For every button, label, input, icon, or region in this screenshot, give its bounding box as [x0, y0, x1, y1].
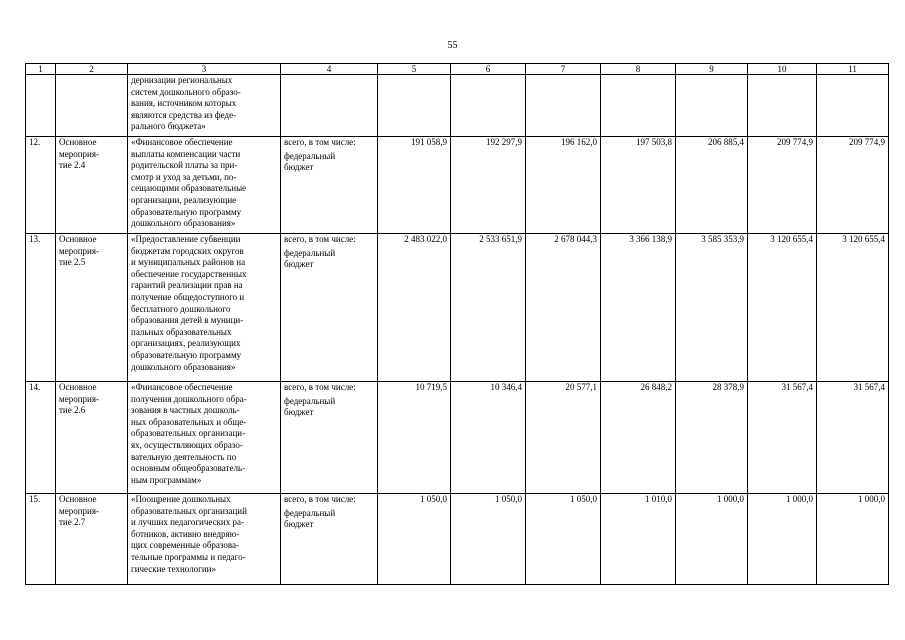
source-sub: федеральный [284, 150, 336, 161]
activity-name: Основное мероприя- тие 2.7 [56, 494, 128, 585]
header-cell: 3 [128, 64, 281, 75]
value-cell: 3 120 655,4 [748, 234, 817, 382]
header-cell: 9 [676, 64, 748, 75]
source-total: всего, в том числе: [284, 234, 356, 244]
source-sub: бюджет [284, 407, 314, 418]
source-sub: федеральный [284, 247, 336, 258]
activity-name: Основное мероприя- тие 2.5 [56, 234, 128, 382]
source-sub: бюджет [284, 162, 314, 173]
header-cell: 7 [526, 64, 601, 75]
value-cell: 209 774,9 [748, 137, 817, 234]
header-cell: 8 [601, 64, 676, 75]
value-cell: 3 585 353,9 [676, 234, 748, 382]
value-cell: 28 378,9 [676, 382, 748, 494]
header-cell: 4 [281, 64, 378, 75]
value-cell: 3 366 138,9 [601, 234, 676, 382]
funding-source [281, 382, 378, 494]
funding-source [281, 137, 378, 234]
value-cell: 2 483 022,0 [378, 234, 451, 382]
value-cell: 191 058,9 [378, 137, 451, 234]
header-row [26, 64, 889, 75]
continuation-description: дернизации региональных систем дошкольного образо- вания, источником которых являются средства из феде- рального бюджета» [128, 75, 281, 137]
value-cell: 206 885,4 [676, 137, 748, 234]
value-cell: 1 000,0 [817, 494, 889, 585]
table-body [26, 64, 889, 585]
value-cell: 196 162,0 [526, 137, 601, 234]
value-cell: 20 577,1 [526, 382, 601, 494]
value-cell: 1 010,0 [601, 494, 676, 585]
source-total: всего, в том числе: [284, 137, 356, 147]
value-cell: 197 503,8 [601, 137, 676, 234]
funding-source [281, 494, 378, 585]
header-cell: 6 [451, 64, 526, 75]
row-index: 15. [26, 494, 56, 585]
value-cell: 1 050,0 [526, 494, 601, 585]
row-index: 12. [26, 137, 56, 234]
row-index: 13. [26, 234, 56, 382]
value-cell: 1 000,0 [676, 494, 748, 585]
source-sub: бюджет [284, 519, 314, 530]
source-sub: бюджет [284, 259, 314, 270]
table-row [26, 494, 889, 585]
row-index: 14. [26, 382, 56, 494]
page-number: 55 [447, 40, 458, 51]
value-cell: 3 120 655,4 [817, 234, 889, 382]
budget-table [25, 63, 889, 585]
value-cell: 1 050,0 [451, 494, 526, 585]
value-cell: 209 774,9 [817, 137, 889, 234]
value-cell: 1 000,0 [748, 494, 817, 585]
activity-description: «Финансовое обеспечение выплаты компенсации части родительской платы за при- смотр и уход за детьми, по- сещающими образовательные организации, реализующие образовательную программу дошкольного образования» [128, 137, 281, 234]
activity-description: «Финансовое обеспечение получения дошкольного обра- зования в частных дошколь- ных образовательных и обще- образовательных организаци- ях, осуществляющих образо- вательную деятельность по основным общеобразователь- ным программам» [128, 382, 281, 494]
source-total: всего, в том числе: [284, 382, 356, 392]
header-cell: 10 [748, 64, 817, 75]
activity-description: «Поощрение дошкольных образовательных организаций и лучших педагогических ра- ботников, активно внедряю- щих современные образова- тельные программы и педаго- гические технологии» [128, 494, 281, 585]
activity-name: Основное мероприя- тие 2.4 [56, 137, 128, 234]
activity-description: «Предоставление субвенции бюджетам городских округов и муниципальных районов на обеспечение государственных гарантий реализации прав на получение общедоступного и бесплатного дошкольного образования детей в муници- пальных образовательных организациях, реализующих образовательную программу дошкольного образования» [128, 234, 281, 382]
value-cell: 192 297,9 [451, 137, 526, 234]
source-total: всего, в том числе: [284, 494, 356, 504]
header-cell: 1 [26, 64, 56, 75]
source-sub: федеральный [284, 395, 336, 406]
funding-source [281, 234, 378, 382]
activity-name: Основное мероприя- тие 2.6 [56, 382, 128, 494]
continuation-row [26, 75, 889, 137]
header-cell: 11 [817, 64, 889, 75]
table-row [26, 137, 889, 234]
value-cell: 2 678 044,3 [526, 234, 601, 382]
value-cell: 2 533 651,9 [451, 234, 526, 382]
table-row [26, 382, 889, 494]
value-cell: 10 719,5 [378, 382, 451, 494]
value-cell: 1 050,0 [378, 494, 451, 585]
value-cell: 10 346,4 [451, 382, 526, 494]
header-cell: 2 [56, 64, 128, 75]
source-sub: федеральный [284, 507, 336, 518]
header-cell: 5 [378, 64, 451, 75]
value-cell: 31 567,4 [748, 382, 817, 494]
value-cell: 31 567,4 [817, 382, 889, 494]
table-row [26, 234, 889, 382]
value-cell: 26 848,2 [601, 382, 676, 494]
